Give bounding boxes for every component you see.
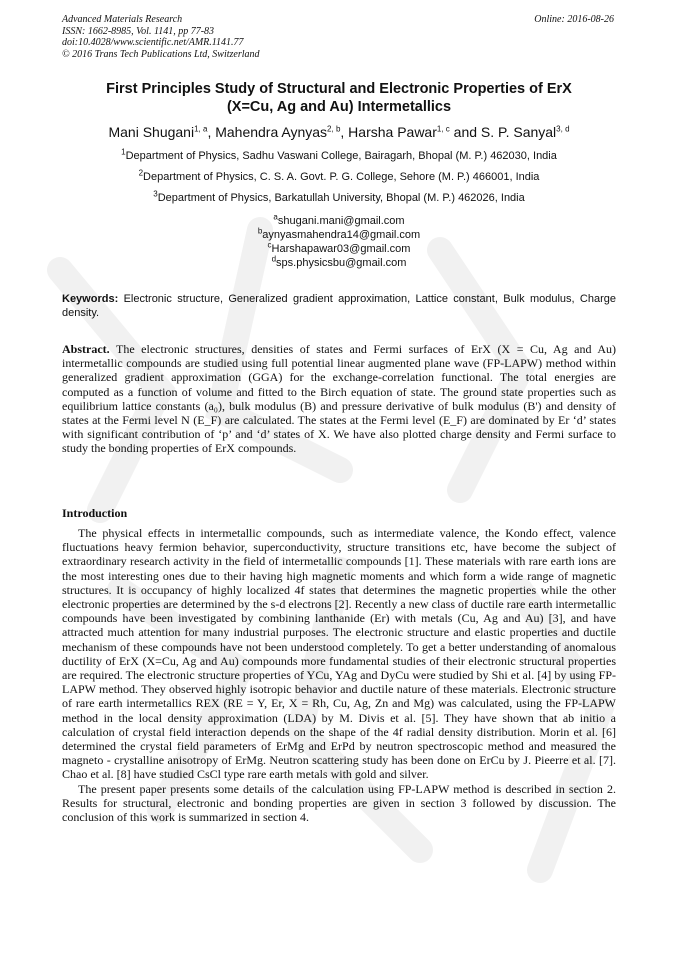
author-list <box>62 124 616 140</box>
keywords-label: Keywords: <box>62 293 119 305</box>
affiliation: $^1$Department of Physics, Sadhu Vaswani College, Bairagarh, Bhopal (M. P.) 462030, India <box>121 147 557 162</box>
email-list <box>62 214 616 270</box>
copyright: © 2016 Trans Tech Publications Ltd, Switzerland <box>62 48 260 60</box>
author: Mani Shugani$^{1, a}$, <box>108 124 216 140</box>
paper-title <box>62 80 616 116</box>
email[interactable]: $^d$sps.physicsbu@gmail.com <box>271 254 407 269</box>
email[interactable]: $^c$Harshapawar03@gmail.com <box>267 240 411 255</box>
doi: doi:10.4028/www.scientific.net/AMR.1141.77 <box>62 37 244 48</box>
paragraph: The physical effects in intermetallic compounds, such as intermediate valence, the Kondo effect, valence fluctuations heavy fermion behavior, superconductivity, structure transitions etc, have become the subject of extraordinary research activity in the field of intermetallic compounds [1]. These materials with rare earth ions are the most interesting ones due to their having high magnetic moments and which form a wide range of magnetic structures. It is occupancy of highly localized 4f states that determines the magnetic properties while the other electronic properties are determined by the s-d electrons [2]. Recently a new class of ductile rare earth intermetallic compounds have been investigated by combining lanthanide (Er) with metals (Cu, Ag and Au) [3], and have attracted much attention for many industrial purposes. The electronic structure and elastic properties and ductile mechanism of these compounds have not been understood completely. To get a better understanding of anomalous ductility of ErX (X=Cu, Ag and Au) compounds more fundamental studies of their electronic structural properties are required. The electronic structure properties of YCu, YAg and DyCu were studied by Shi et al. [4] by using FP-LAPW method. They observed highly isotropic behavior and ductile nature of these materials. Electronic structure of rare earth intermetallics REX (RE = Y, Er, X = Rh, Cu, Ag, Zn and Mg) was calculated, using the FP-LAPW method in the local density approximation (LDA) by M. Divis et al. [5]. They have shown that ab initio a calculation of crystal field interaction depends on the shape of the 4f radial density distribution. Morin et al. [6] determined the crystal field parameters of ErMg and ErPd by neutron spectroscopic method and measured the magneto - crystalline anisotropy of ErMg. Neutron scattering study has been done on ErCu by J. Pieerre et al. [7]. Chao et al. [8] have studied CsCl type rare earth metals with gold and silver. <box>62 526 616 782</box>
paragraph: The present paper presents some details of the calculation using FP-LAPW method is described in section 2. Results for structural, electronic and bonding properties are given in section 3 followed by discussion. The conclusion of this work is summarized in section 4. <box>62 781 616 825</box>
issn: ISSN: 1662-8985, Vol. 1141, pp 77-83 <box>62 25 215 37</box>
author: Mahendra Aynyas$^{2, b}$, <box>215 124 349 140</box>
abstract-label: Abstract. <box>62 342 110 356</box>
affiliation: $^3$Department of Physics, Barkatullah University, Bhopal (M. P.) 462026, India <box>153 189 525 204</box>
section-heading-introduction: Introduction <box>62 506 128 520</box>
author: S. P. Sanyal$^{3, d}$ <box>480 124 570 140</box>
author: Harsha Pawar$^{1, c}$ and <box>348 124 481 140</box>
journal-name: Advanced Materials Research <box>62 14 183 25</box>
abstract <box>62 342 616 456</box>
abstract-text: The electronic structures, densities of states and Fermi surfaces of ErX (X = Cu, Ag and Au) intermetallic compounds are studied using full potential linear augmented plane wave (FP-LAPW) method within generalized gradient approximation (GGA) for the exchange-correlation functional. The total energies are computed as a function of volume and fitted to the Birch equation of state. The ground state properties such as equilibrium lattice constants (a₀), bulk modulus (B) and pressure derivative of bulk modulus (B') and density of states at the Fermi level N (E_F) are calculated. The states at the Fermi level (E_F) are dominated by Er ‘d’ states with significant contribution of ‘p’ and ‘d’ states of X. We have also plotted charge density and Fermi surface to study the bonding properties of ErX compounds. <box>62 342 616 456</box>
email[interactable]: $^a$shugani.mani@gmail.com <box>273 212 405 227</box>
email[interactable]: $^b$aynyasmahendra14@gmail.com <box>257 226 421 241</box>
online-date: Online: 2016-08-26 <box>534 14 614 25</box>
keywords-text: Electronic structure, Generalized gradient approximation, Lattice constant, Bulk modulus, Charge density. <box>62 293 616 319</box>
affiliation: $^2$Department of Physics, C. S. A. Govt. P. G. College, Sehore (M. P.) 466001, India <box>138 168 540 183</box>
title-line-2: (X=Cu, Ag and Au) Intermetallics <box>226 99 452 115</box>
keywords <box>62 292 616 320</box>
introduction-body <box>62 526 616 824</box>
title-line-1: First Principles Study of Structural and Electronic Properties of ErX <box>106 81 572 97</box>
journal-info <box>62 14 260 60</box>
